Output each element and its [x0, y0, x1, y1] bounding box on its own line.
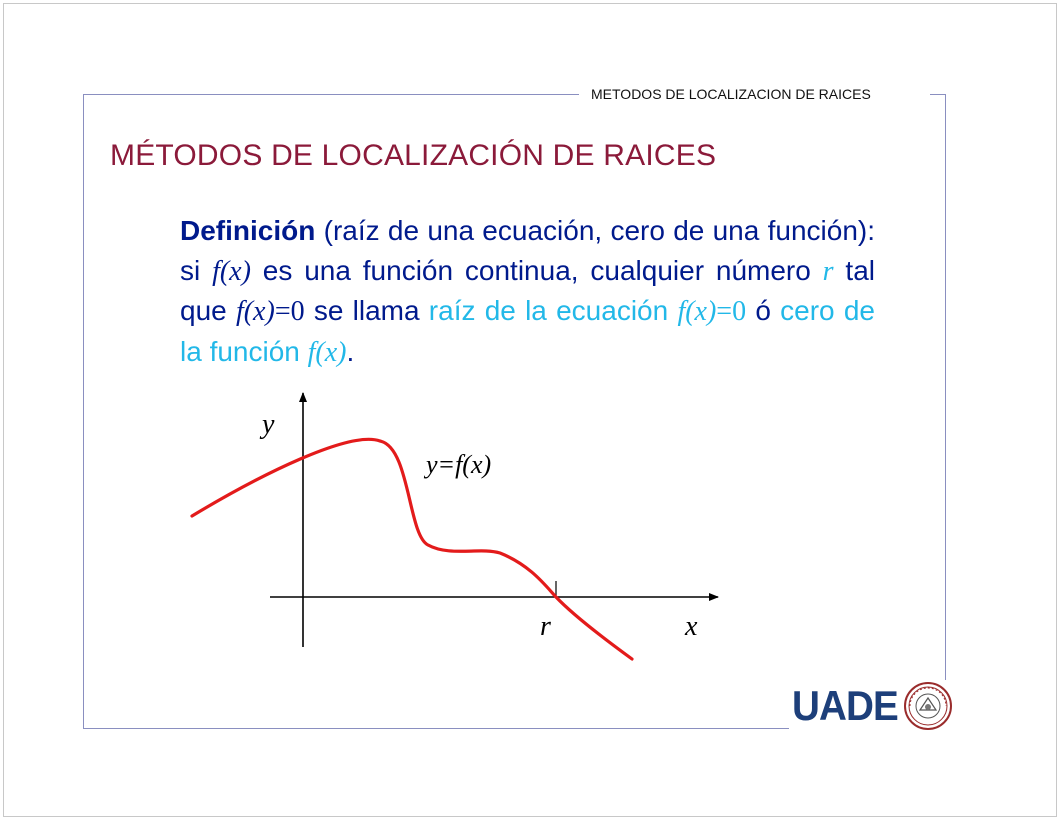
- definition-text-5: ó: [746, 295, 781, 326]
- math-fx-2: f(x): [235, 296, 275, 327]
- math-eq-zero-2: =0: [716, 296, 747, 327]
- y-axis-label: y: [262, 409, 275, 440]
- frame-bottom-line: [83, 728, 789, 729]
- x-axis-label: x: [685, 611, 698, 642]
- function-label: y=f(x): [426, 450, 492, 479]
- frame-left-line: [83, 94, 84, 728]
- uade-logo: [790, 680, 956, 732]
- definition-text-2: es una función continua, cualquier número: [250, 254, 823, 286]
- frame-right-line: [945, 94, 946, 680]
- math-fx-1: f(x): [212, 255, 251, 287]
- math-r: r: [822, 255, 834, 287]
- frame-top-line-right: [930, 94, 946, 95]
- logo-text: UADE: [792, 682, 898, 729]
- math-fx-3: f(x): [677, 296, 717, 327]
- frame-top-line: [83, 94, 579, 95]
- root-label: r: [540, 611, 551, 642]
- definition-text-6: .: [346, 335, 355, 367]
- highlight-zero-phrase: cero de la función: [180, 295, 875, 367]
- definition-paragraph: [180, 211, 875, 372]
- slide-title: MÉTODOS DE LOCALIZACIÓN DE RAICES: [110, 139, 717, 172]
- university-seal-icon: [902, 680, 954, 732]
- highlight-root-phrase: raíz de la ecuación: [428, 295, 678, 326]
- function-graph: [180, 385, 740, 675]
- definition-term: Definición: [180, 215, 316, 246]
- definition-text-4: se llama: [304, 295, 429, 326]
- definition-text-1: (raíz de una ecuación, cero de una función): si: [180, 215, 875, 286]
- math-eq-zero-1: =0: [274, 296, 305, 327]
- function-curve: [192, 439, 632, 659]
- header-label: METODOS DE LOCALIZACION DE RAICES: [591, 86, 871, 102]
- definition-text-3: tal que: [180, 254, 875, 326]
- math-fx-4: f(x): [307, 336, 347, 368]
